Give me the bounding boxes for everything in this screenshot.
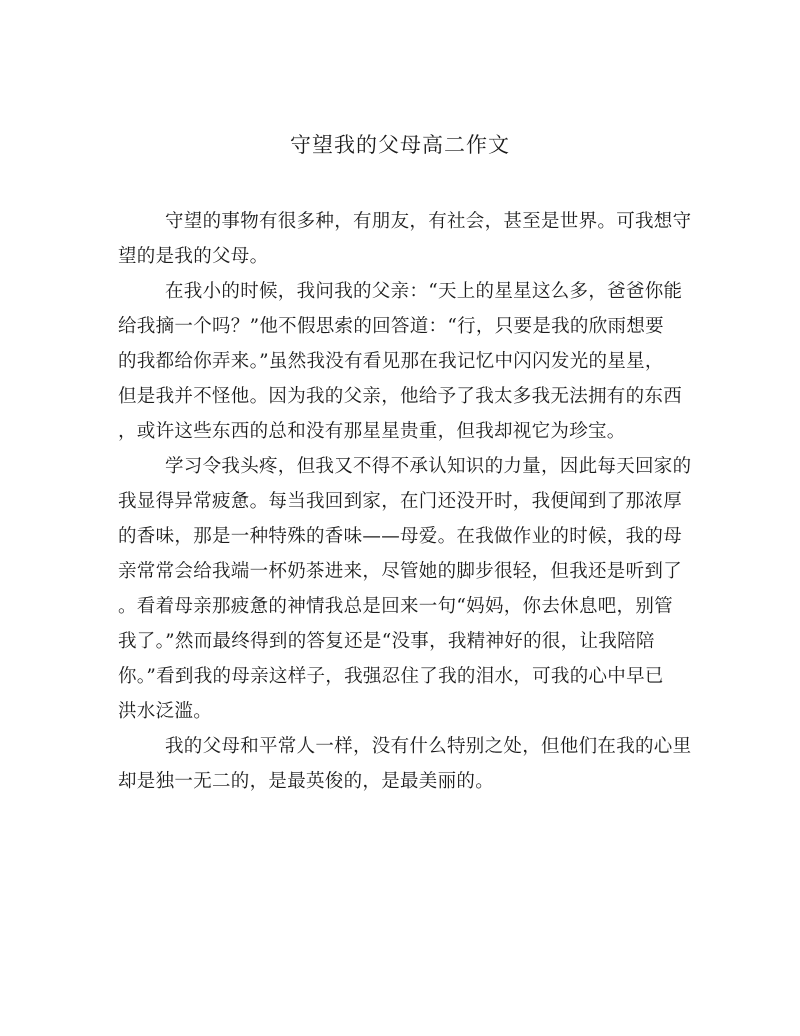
text-line: 我显得异常疲惫。每当我回到家，在门还没开时，我便闻到了那浓厚 (118, 491, 683, 512)
text-line: 在我小的时候，我问我的父亲：“天上的星星这么多，爸爸你能 (165, 281, 683, 302)
text-line: 我的父母和平常人一样，没有什么特别之处，但他们在我的心里 (165, 736, 692, 757)
text-line: 但是我并不怪他。因为我的父亲，他给予了我太多我无法拥有的东西 (118, 386, 683, 407)
text-line: 守望的事物有很多种，有朋友，有社会，甚至是世界。可我想守 (165, 211, 692, 232)
paragraph-3 (118, 449, 692, 729)
text-line: 我了。”然而最终得到的答复还是“没事，我精神好的很，让我陪陪 (118, 631, 655, 652)
text-line: 洪水泛滥。 (118, 701, 213, 722)
text-line: 。看着母亲那疲惫的神情我总是回来一句“妈妈，你去休息吧，别管 (118, 596, 673, 617)
paragraph-4 (118, 729, 692, 799)
text-line: 的香味，那是一种特殊的香味——母爱。在我做作业的时候，我的母 (118, 526, 683, 547)
paragraph-2 (118, 274, 683, 449)
text-line: 亲常常会给我端一杯奶茶进来，尽管她的脚步很轻，但我还是听到了 (118, 561, 683, 582)
text-line: 学习令我头疼，但我又不得不承认知识的力量，因此每天回家的 (165, 456, 692, 477)
paragraph-1 (118, 204, 692, 274)
document-body (118, 204, 692, 799)
text-line: 你。”看到我的母亲这样子，我强忍住了我的泪水，可我的心中早已 (118, 666, 664, 687)
text-line: 的我都给你弄来。”虽然我没有看见那在我记忆中闪闪发光的星星， (118, 351, 664, 372)
text-line: 却是独一无二的，是最英俊的，是最美丽的。 (118, 771, 495, 792)
text-line: 给我摘一个吗？”他不假思索的回答道：“行，只要是我的欣雨想要 (118, 316, 664, 337)
document-title: 守望我的父母高二作文 (290, 133, 510, 157)
text-line: 望的是我的父母。 (118, 246, 269, 267)
text-line: ，或许这些东西的总和没有那星星贵重，但我却视它为珍宝。 (118, 421, 626, 442)
